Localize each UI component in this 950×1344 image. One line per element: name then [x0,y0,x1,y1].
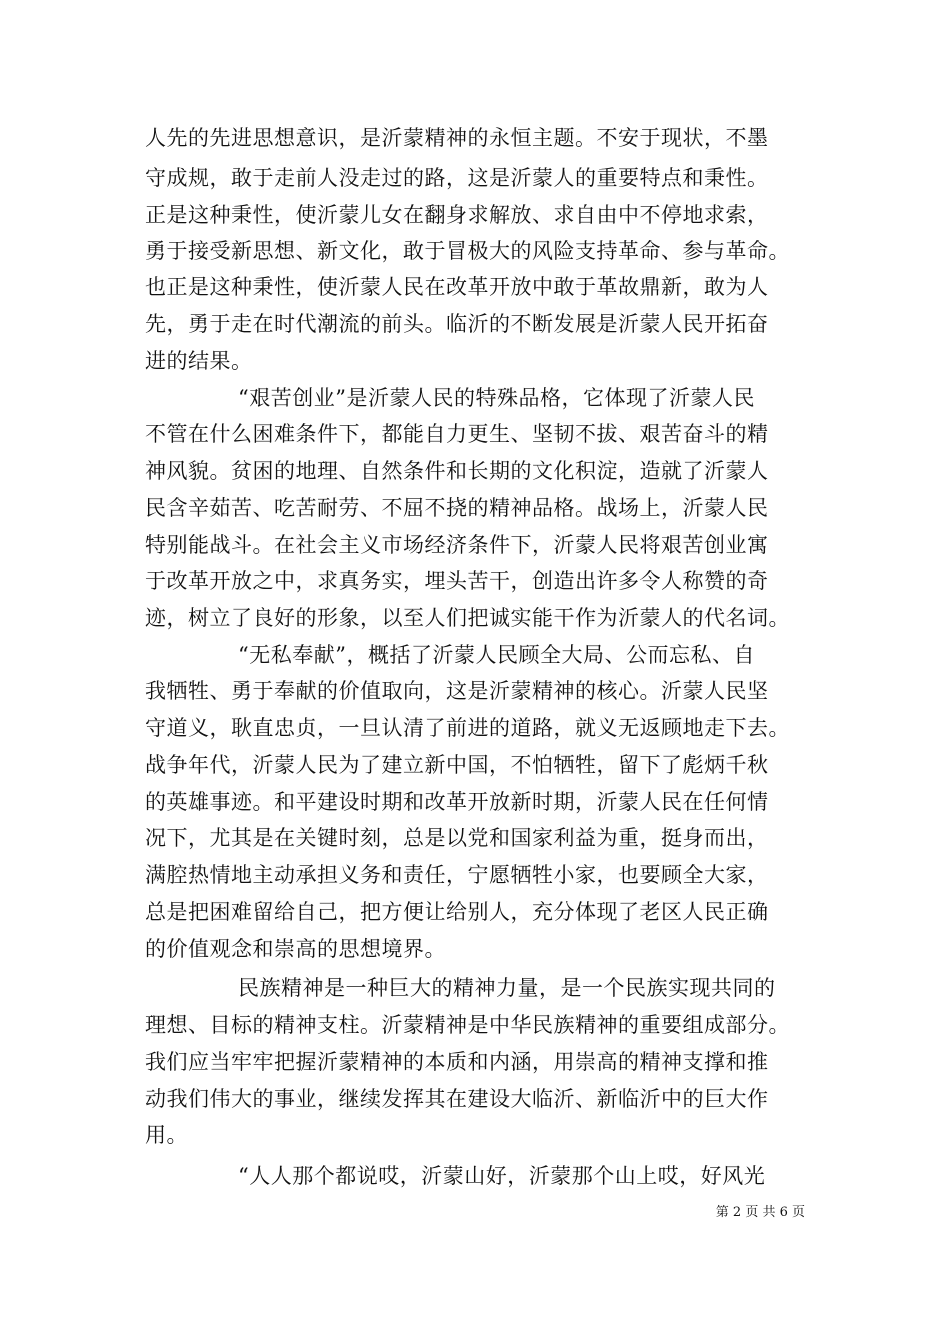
paragraph-1-line-7: 进的结果。 [145,349,253,373]
paragraph-1-line-1: 人先的先进思想意识，是沂蒙精神的永恒主题。不安于现状，不墨 [145,126,769,150]
paragraph-2-line-4: 民含辛茹苦、吃苦耐劳、不屈不挠的精神品格。战场上，沂蒙人民 [145,496,769,520]
paragraph-3-line-1: “无私奉献”，概括了沂蒙人民顾全大局、公而忘私、自 [238,643,755,667]
paragraph-3-line-3: 守道义，耿直忠贞，一旦认清了前进的道路，就义无返顾地走下去。 [145,716,790,740]
paragraph-3-line-9: 的价值观念和崇高的思想境界。 [145,937,446,961]
paragraph-2-line-6: 于改革开放之中，求真务实，埋头苦干，创造出许多令人称赞的奇 [145,569,769,593]
paragraph-1-line-2: 守成规，敢于走前人没走过的路，这是沂蒙人的重要特点和秉性。 [145,166,769,190]
paragraph-2-line-3: 神风貌。贫困的地理、自然条件和长期的文化积淀，造就了沂蒙人 [145,459,769,483]
paragraph-4-line-3: 我们应当牢牢把握沂蒙精神的本质和内涵，用崇高的精神支撑和推 [145,1050,769,1074]
paragraph-4-line-2: 理想、目标的精神支柱。沂蒙精神是中华民族精神的重要组成部分。 [145,1013,790,1037]
paragraph-3-line-7: 满腔热情地主动承担义务和责任，宁愿牺牲小家，也要顾全大家， [145,863,769,887]
paragraph-1-line-5: 也正是这种秉性，使沂蒙人民在改革开放中敢于革故鼎新，敢为人 [145,275,769,299]
paragraph-1-line-4: 勇于接受新思想、新文化，敢于冒极大的风险支持革命、参与革命。 [145,239,790,263]
paragraph-4-line-4: 动我们伟大的事业，继续发挥其在建设大临沂、新临沂中的巨大作 [145,1087,769,1111]
paragraph-3-line-2: 我牺牲、勇于奉献的价值取向，这是沂蒙精神的核心。沂蒙人民坚 [145,679,769,703]
paragraph-3-line-6: 况下，尤其是在关键时刻，总是以党和国家利益为重，挺身而出， [145,826,769,850]
paragraph-3-line-8: 总是把困难留给自己，把方便让给别人，充分体现了老区人民正确 [145,900,769,924]
paragraph-4-line-5: 用。 [145,1123,188,1147]
paragraph-4-line-1: 民族精神是一种巨大的精神力量，是一个民族实现共同的 [238,976,776,1000]
paragraph-1-line-3: 正是这种秉性，使沂蒙儿女在翻身求解放、求自由中不停地求索， [145,203,769,227]
paragraph-2-line-2: 不管在什么困难条件下，都能自力更生、坚韧不拔、艰苦奋斗的精 [145,422,769,446]
paragraph-3-line-5: 的英雄事迹。和平建设时期和改革开放新时期，沂蒙人民在任何情 [145,790,769,814]
paragraph-2-line-7: 迹，树立了良好的形象，以至人们把诚实能干作为沂蒙人的代名词。 [145,606,790,630]
paragraph-2-line-5: 特别能战斗。在社会主义市场经济条件下，沂蒙人民将艰苦创业寓 [145,533,769,557]
paragraph-5-line-1: “人人那个都说哎，沂蒙山好，沂蒙那个山上哎，好风光 [238,1164,766,1188]
paragraph-1-line-6: 先，勇于走在时代潮流的前头。临沂的不断发展是沂蒙人民开拓奋 [145,312,769,336]
paragraph-3-line-4: 战争年代，沂蒙人民为了建立新中国，不怕牺牲，留下了彪炳千秋 [145,753,769,777]
paragraph-2-line-1: “艰苦创业”是沂蒙人民的特殊品格，它体现了沂蒙人民 [238,386,755,410]
page-number-footer: 第 2 页 共 6 页 [715,1205,805,1220]
